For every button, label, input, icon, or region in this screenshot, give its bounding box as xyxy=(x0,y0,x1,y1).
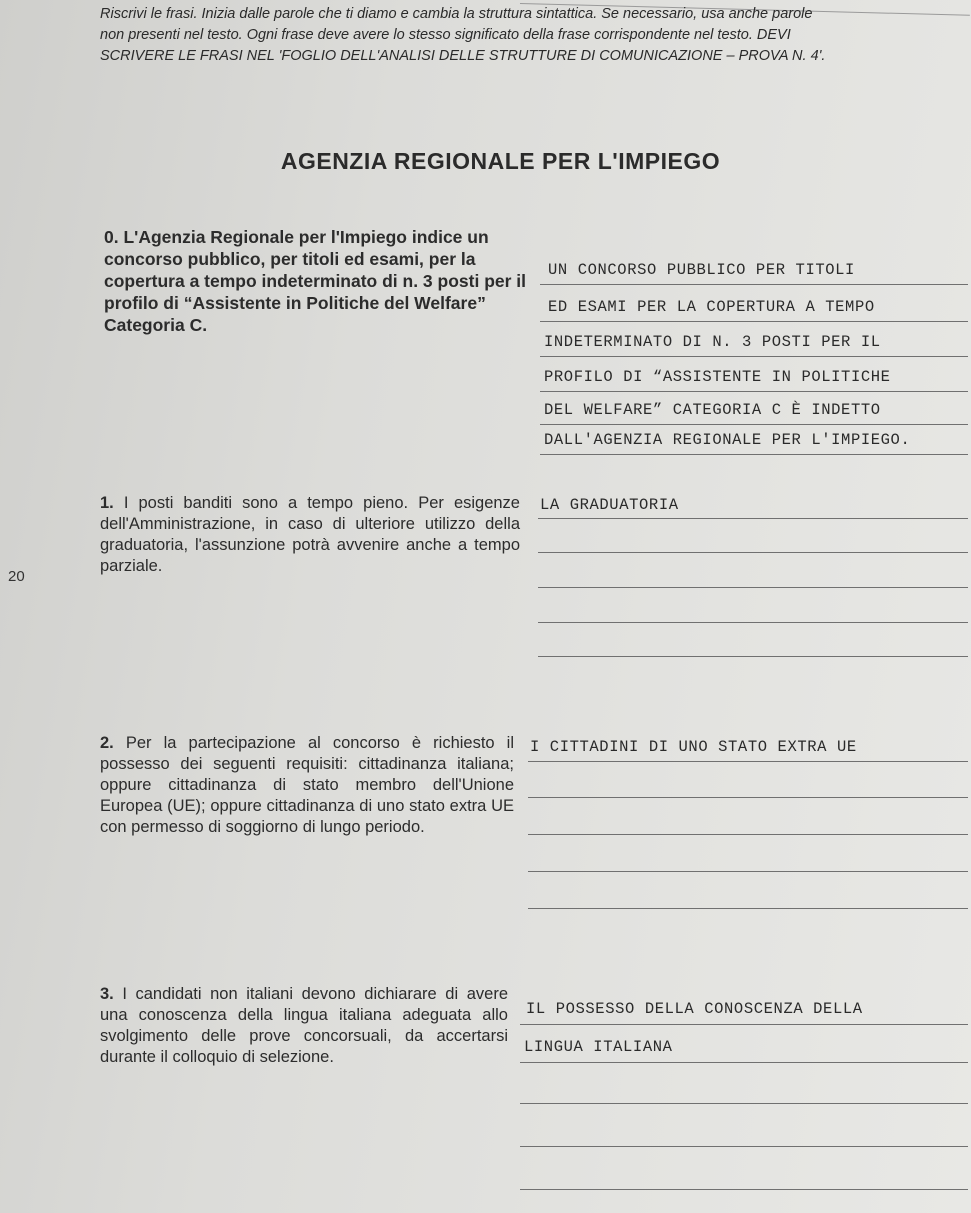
answer-line xyxy=(528,908,968,909)
item-3-answer-1: IL POSSESSO DELLA CONOSCENZA DELLA xyxy=(526,1000,863,1018)
instructions-line-2: non presenti nel testo. Ogni frase deve avere lo stesso significato della frase corrispondente nel testo. DEVI xyxy=(100,27,791,43)
item-0-answer-4: PROFILO DI “ASSISTENTE IN POLITICHE xyxy=(544,368,891,386)
answer-line xyxy=(528,797,968,798)
item-0-sentence: L'Agenzia Regionale per l'Impiego indice un concorso pubblico, per titoli ed esami, per la copertura a tempo indeterminato di n. 3 posti per il profilo di “Assistente in Politiche del Welfare” Categoria C. xyxy=(104,227,527,335)
answer-line xyxy=(538,552,968,553)
answer-line xyxy=(540,356,968,357)
item-2-number: 2. xyxy=(100,734,114,752)
answer-line xyxy=(538,587,968,588)
answer-line xyxy=(540,284,968,285)
answer-line xyxy=(528,761,968,762)
item-3-answer-2: LINGUA ITALIANA xyxy=(524,1038,673,1056)
answer-line xyxy=(520,1062,968,1063)
answer-line xyxy=(528,871,968,872)
item-0-answer-1: UN CONCORSO PUBBLICO PER TITOLI xyxy=(548,261,855,279)
item-0-answer-3: INDETERMINATO DI N. 3 POSTI PER IL xyxy=(544,333,881,351)
answer-line xyxy=(520,1146,968,1147)
answer-line xyxy=(540,391,968,392)
instructions-line-3: SCRIVERE LE FRASI NEL 'FOGLIO DELL'ANALISI DELLE STRUTTURE DI COMUNICAZIONE – PROVA N. 4'. xyxy=(100,48,826,64)
item-1-sentence: I posti banditi sono a tempo pieno. Per esigenze dell'Amministrazione, in caso di ulteriore utilizzo della graduatoria, l'assunzione potrà avvenire anche a tempo parziale. xyxy=(100,494,520,575)
item-0-answer-5: DEL WELFARE” CATEGORIA C È INDETTO xyxy=(544,401,881,419)
item-3-sentence: I candidati non italiani devono dichiarare di avere una conoscenza della lingua italiana adeguata allo svolgimento delle prove concorsuali, da accertarsi durante il colloquio di selezione. xyxy=(100,985,508,1066)
item-0-text xyxy=(104,226,534,336)
item-0-answer-6: DALL'AGENZIA REGIONALE PER L'IMPIEGO. xyxy=(544,431,911,449)
answer-line xyxy=(540,321,968,322)
answer-line xyxy=(538,518,968,519)
answer-line xyxy=(520,1189,968,1190)
answer-line xyxy=(540,424,968,425)
item-2-answer-1: I CITTADINI DI UNO STATO EXTRA UE xyxy=(530,738,857,756)
item-1-text xyxy=(100,493,520,577)
item-1-answer-1: LA GRADUATORIA xyxy=(540,496,679,514)
page-title: AGENZIA REGIONALE PER L'IMPIEGO xyxy=(280,148,721,174)
item-2-sentence: Per la partecipazione al concorso è richiesto il possesso dei seguenti requisiti: cittadinanza italiana; oppure cittadinanza di stato membro dell'Unione Europea (UE); oppure cittadinanza di uno stato extra UE con permesso di soggiorno di lungo periodo. xyxy=(100,734,515,836)
answer-line xyxy=(540,454,968,455)
answer-line xyxy=(538,656,968,657)
answer-line xyxy=(528,834,968,835)
item-0-answer-2: ED ESAMI PER LA COPERTURA A TEMPO xyxy=(548,298,875,316)
answer-line xyxy=(520,1024,968,1025)
instructions-line-1: Riscrivi le frasi. Inizia dalle parole che ti diamo e cambia la struttura sintattica. Se necessario, usa anche parole xyxy=(100,6,813,22)
item-3-text xyxy=(100,984,508,1068)
item-1-number: 1. xyxy=(100,494,114,512)
item-2-text xyxy=(100,733,514,838)
item-0-number: 0. xyxy=(104,227,119,247)
answer-line xyxy=(538,622,968,623)
answer-line xyxy=(520,1103,968,1104)
item-3-number: 3. xyxy=(100,985,114,1003)
instructions xyxy=(100,4,968,67)
page-number: 20 xyxy=(8,568,25,585)
